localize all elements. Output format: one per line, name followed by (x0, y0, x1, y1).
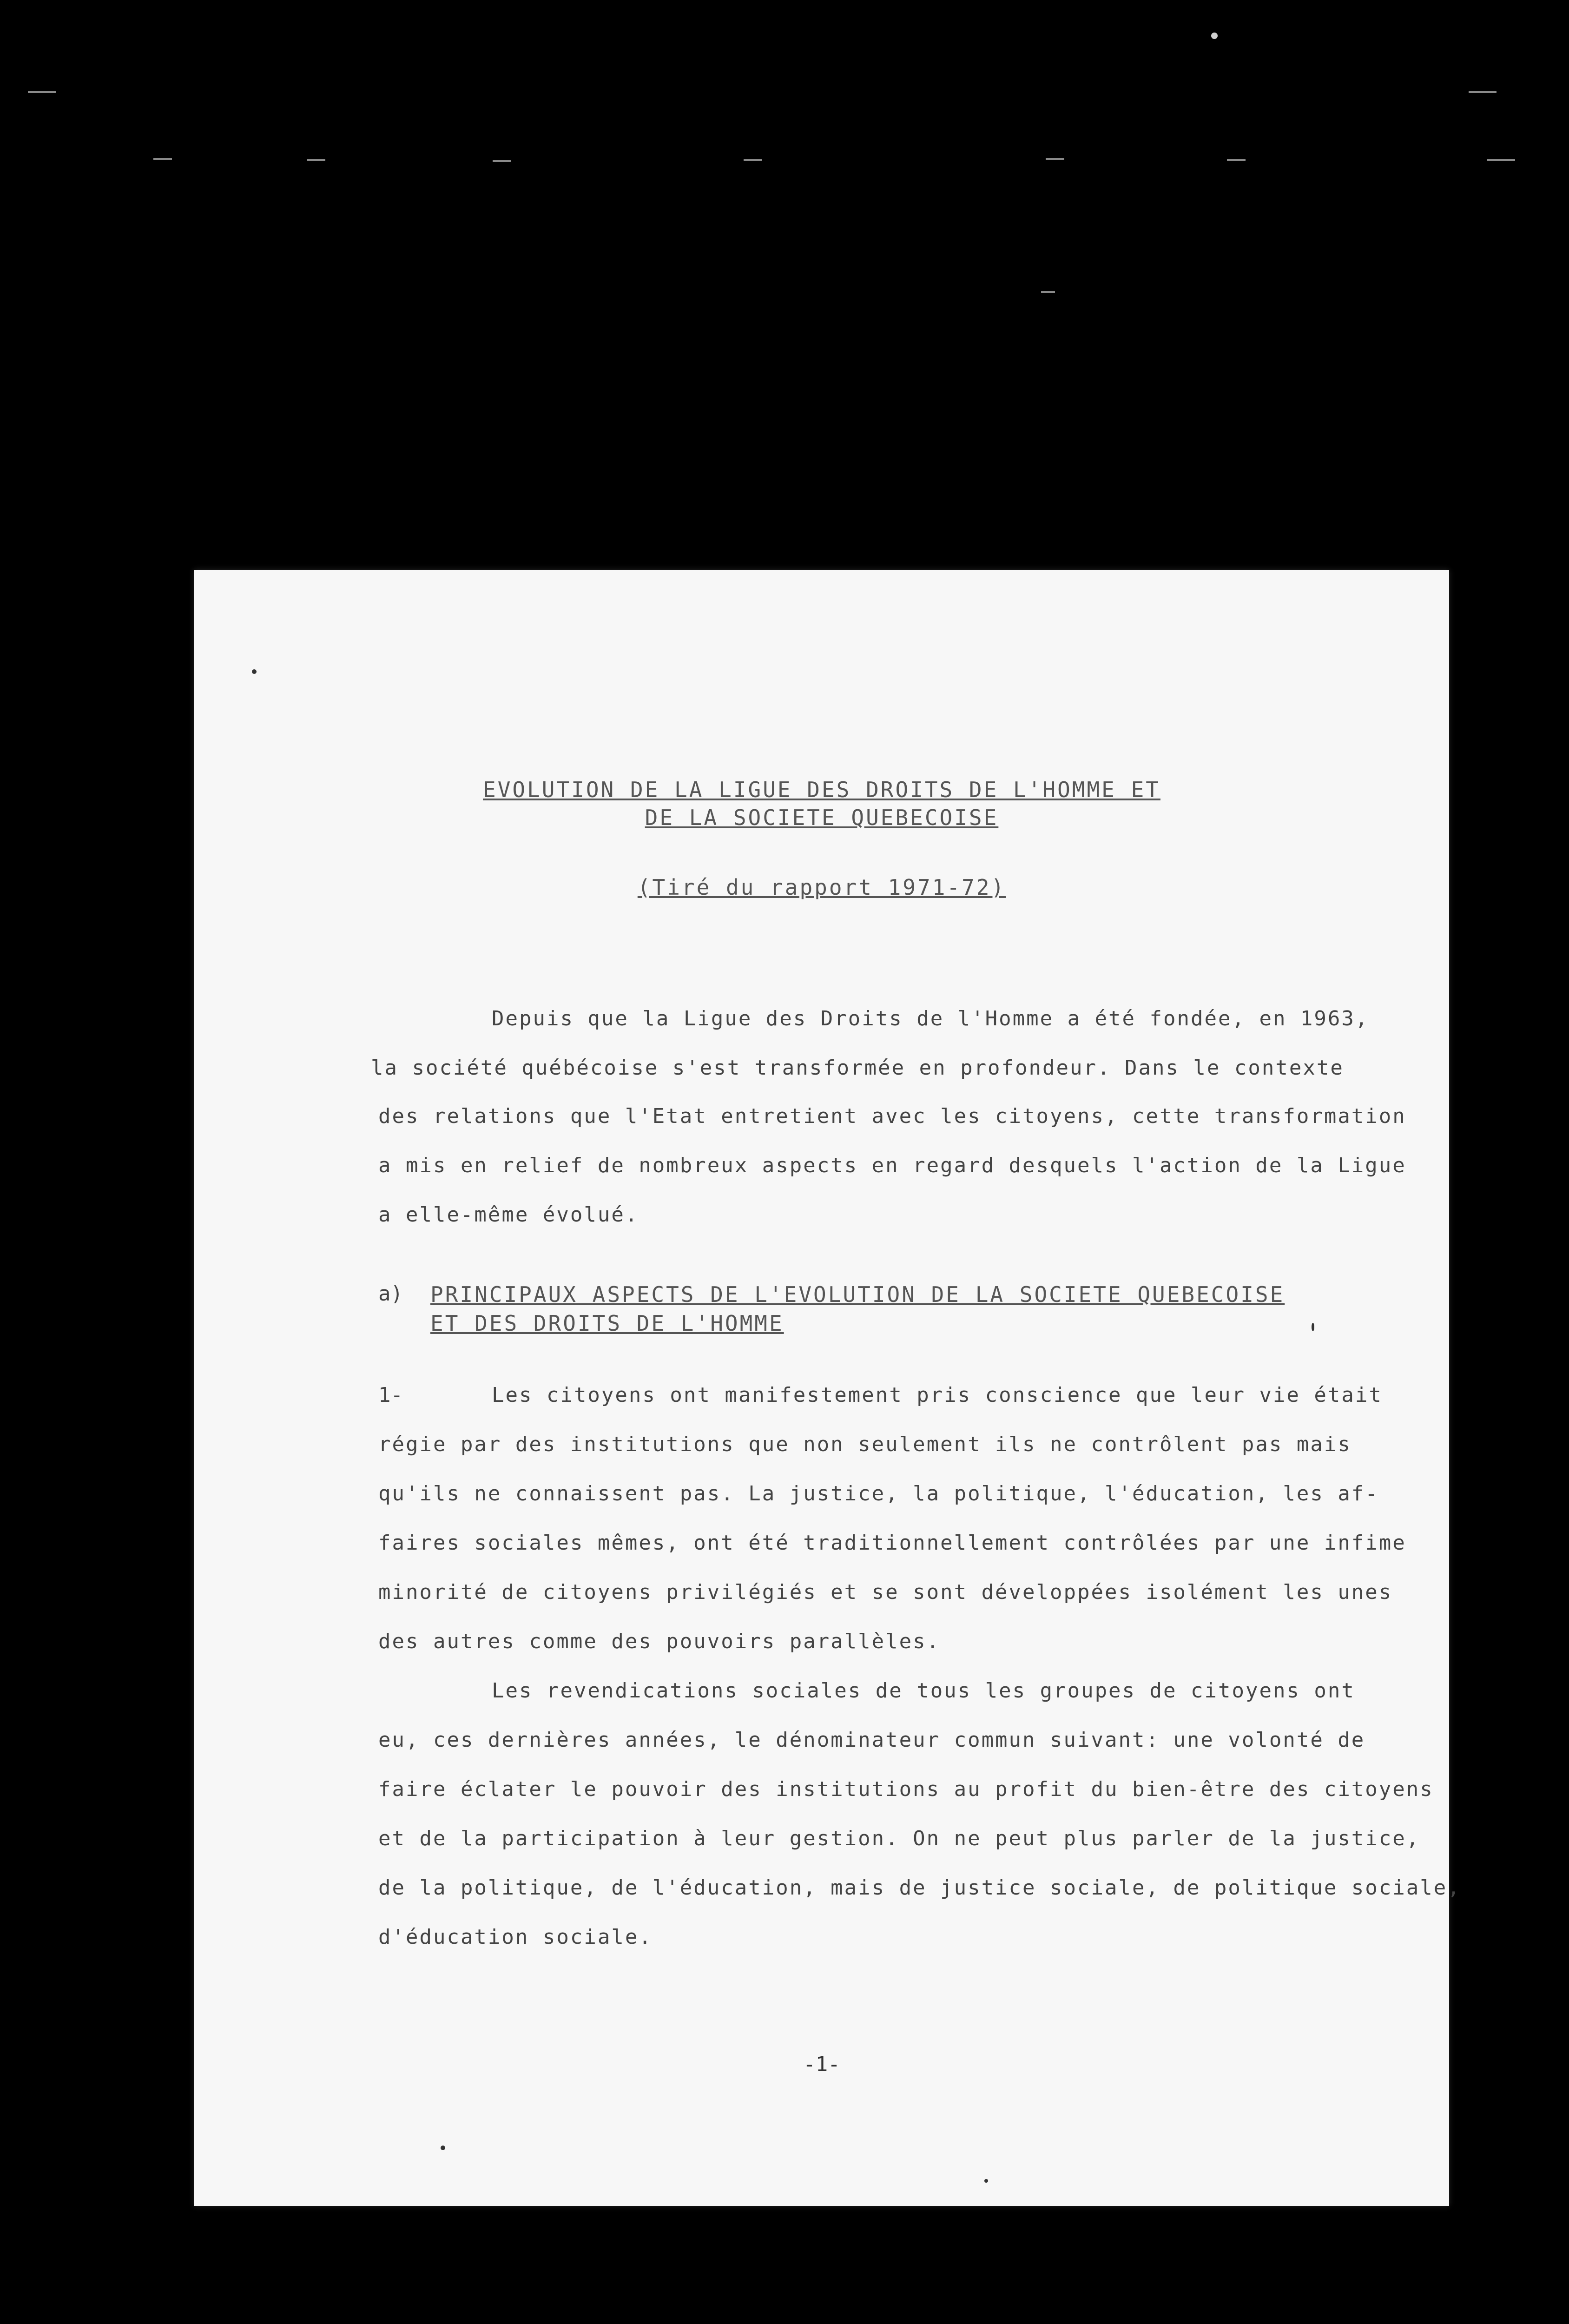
item1-para2-line: eu, ces dernières années, le dénominateur commun suivant: une volonté de (378, 1728, 1365, 1752)
item1-line: régie par des institutions que non seulement ils ne contrôlent pas mais (378, 1433, 1351, 1456)
page-speck (441, 2146, 445, 2150)
film-edge-mark (1227, 159, 1246, 161)
item1-line: qu'ils ne connaissent pas. La justice, la politique, l'éducation, les af- (378, 1482, 1379, 1505)
film-edge-mark (744, 159, 762, 161)
film-edge-mark (28, 91, 56, 93)
item1-line: des autres comme des pouvoirs parallèles. (378, 1630, 941, 1653)
film-edge-mark (1469, 91, 1496, 93)
film-edge-mark (1041, 291, 1055, 293)
item-marker: 1- (378, 1383, 403, 1407)
intro-line: a elle-même évolué. (378, 1203, 639, 1227)
intro-line: a mis en relief de nombreux aspects en regard desquels l'action de la Ligue (378, 1154, 1406, 1177)
document-subtitle: (Tiré du rapport 1971-72) (637, 875, 1006, 900)
page-speck (984, 2179, 988, 2183)
intro-line: la société québécoise s'est transformée en profondeur. Dans le contexte (371, 1056, 1344, 1080)
item1-line: minorité de citoyens privilégiés et se sont développées isolément les unes (378, 1580, 1393, 1604)
intro-line: des relations que l'Etat entretient avec les citoyens, cette transformation (378, 1104, 1406, 1128)
film-speck (1211, 33, 1218, 39)
film-edge-mark (307, 159, 325, 161)
item1-para2-line: d'éducation sociale. (378, 1925, 653, 1949)
section-heading-line1: PRINCIPAUX ASPECTS DE L'EVOLUTION DE LA SOCIETE QUEBECOISE (430, 1282, 1285, 1307)
item1-line: Les citoyens ont manifestement pris conscience que leur vie était (492, 1383, 1383, 1407)
film-edge-mark (1046, 158, 1064, 160)
item1-para2-line: et de la participation à leur gestion. On ne peut plus parler de la justice, (378, 1827, 1420, 1850)
document-title-line1: EVOLUTION DE LA LIGUE DES DROITS DE L'HOMME ET (483, 777, 1160, 802)
page-speck (1312, 1323, 1314, 1331)
page-number: -1- (803, 2053, 840, 2076)
document-title-line2: DE LA SOCIETE QUEBECOISE (645, 805, 999, 830)
section-heading-line2: ET DES DROITS DE L'HOMME (430, 1311, 784, 1336)
film-edge-mark (493, 160, 511, 162)
item1-para2-line: faire éclater le pouvoir des institutions au profit du bien-être des citoyens (378, 1777, 1434, 1801)
item1-para2-line: Les revendications sociales de tous les groupes de citoyens ont (492, 1679, 1355, 1703)
item1-para2-line: de la politique, de l'éducation, mais de justice sociale, de politique sociale, (378, 1876, 1461, 1900)
item1-line: faires sociales mêmes, ont été traditionnellement contrôlées par une infime (378, 1531, 1406, 1555)
page-speck (252, 669, 257, 674)
film-edge-mark (1487, 159, 1515, 161)
film-edge-mark (153, 158, 172, 160)
document-page (194, 570, 1461, 2206)
intro-line: Depuis que la Ligue des Droits de l'Homme a été fondée, en 1963, (492, 1007, 1369, 1030)
section-marker: a) (378, 1282, 403, 1306)
